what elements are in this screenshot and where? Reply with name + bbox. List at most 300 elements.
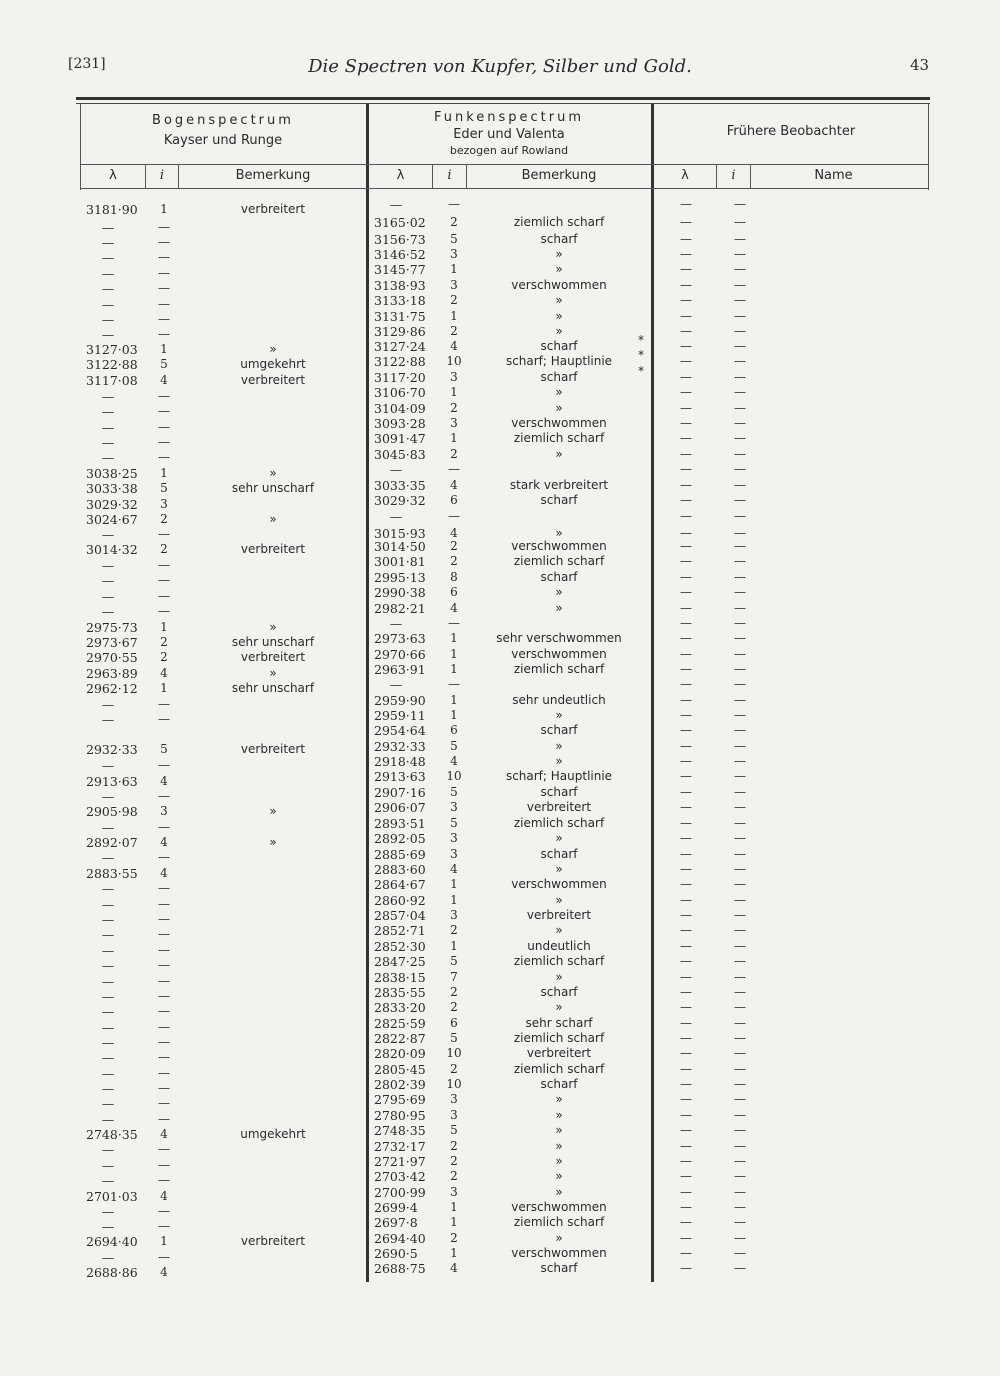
earlier-intensity: —	[734, 416, 746, 430]
arc-intensity: —	[158, 712, 170, 726]
spark-intensity: 6	[450, 493, 458, 507]
spark-intensity: 5	[450, 785, 458, 799]
arc-wavelength: 2973·67	[86, 635, 138, 650]
spark-remark: »	[555, 708, 563, 722]
arc-intensity: —	[158, 1050, 170, 1064]
spark-wavelength: 2703·42	[374, 1169, 426, 1184]
spark-remark: ziemlich scharf	[513, 1215, 605, 1229]
earlier-intensity: —	[734, 1000, 746, 1014]
spark-intensity: 4	[450, 754, 458, 768]
spark-remark: »	[555, 1154, 563, 1168]
spark-remark: »	[555, 893, 563, 907]
earlier-intensity: —	[734, 215, 746, 229]
earlier-intensity: —	[734, 1154, 746, 1168]
earlier-intensity: —	[734, 1108, 746, 1122]
spark-wavelength: 2748·35	[374, 1123, 426, 1138]
spark-intensity: 1	[450, 893, 458, 907]
spark-intensity: 10	[446, 769, 462, 783]
arc-wavelength: 2748·35	[86, 1127, 138, 1142]
arc-intensity: 4	[160, 1127, 168, 1141]
arc-intensity: —	[158, 1081, 170, 1095]
spark-wavelength: 2825·59	[374, 1016, 426, 1031]
earlier-wavelength: —	[680, 847, 692, 861]
spark-intensity: 2	[450, 1139, 458, 1153]
earlier-wavelength: —	[680, 1200, 692, 1214]
spark-wavelength: 3104·09	[374, 401, 426, 416]
arc-intensity: —	[158, 1250, 170, 1264]
arc-wavelength: —	[101, 1112, 115, 1127]
arc-intensity: 1	[160, 1234, 168, 1248]
arc-wavelength: 2701·03	[86, 1189, 138, 1204]
spark-intensity: —	[448, 462, 460, 476]
spark-intensity: 1	[450, 708, 458, 722]
spark-remark: »	[555, 585, 563, 599]
spark-remark: ziemlich scharf	[513, 816, 605, 830]
arc-wavelength: —	[101, 297, 115, 312]
spark-wavelength: 2833·20	[374, 1000, 426, 1015]
arc-wavelength: —	[101, 927, 115, 942]
spark-remark: verschwommen	[511, 877, 607, 891]
earlier-intensity: —	[734, 1246, 746, 1260]
arc-intensity: —	[158, 958, 170, 972]
spark-wavelength: 2694·40	[374, 1231, 426, 1246]
spark-intensity: 2	[450, 1000, 458, 1014]
earlier-wavelength: —	[680, 278, 692, 292]
earlier-intensity: —	[734, 985, 746, 999]
earlier-intensity: —	[734, 939, 746, 953]
spark-wavelength: 2852·71	[374, 923, 426, 938]
earlier-wavelength: —	[680, 215, 692, 229]
arc-intensity: 4	[160, 373, 168, 387]
spark-intensity: 4	[450, 339, 458, 353]
arc-wavelength: —	[101, 404, 115, 419]
arc-intensity: —	[158, 1020, 170, 1034]
arc-remark: »	[269, 804, 277, 818]
earlier-intensity: —	[734, 324, 746, 338]
spark-wavelength: 2954·64	[374, 723, 426, 738]
earlier-wavelength: —	[680, 1077, 692, 1091]
earlier-wavelength: —	[680, 462, 692, 476]
arc-wavelength: 2975·73	[86, 620, 138, 635]
arc-spectrum-title: Bogenspectrum	[152, 113, 294, 128]
top-rule-thin	[76, 103, 930, 104]
arc-spectrum-authors: Kayser und Runge	[163, 133, 283, 148]
spark-remark: »	[555, 1231, 563, 1245]
earlier-wavelength: —	[680, 954, 692, 968]
earlier-wavelength: —	[680, 478, 692, 492]
spark-remark: ziemlich scharf	[513, 215, 605, 229]
arc-wavelength: 3029·32	[86, 497, 138, 512]
arc-wavelength: —	[101, 1081, 115, 1096]
spark-remark: stark verbreitert	[509, 478, 609, 492]
spark-remark: »	[555, 447, 563, 461]
earlier-wavelength: —	[680, 816, 692, 830]
spark-wavelength: 3133·18	[374, 293, 426, 308]
divider-arc-spark	[366, 104, 369, 1282]
spark-remark: »	[555, 1108, 563, 1122]
arc-wavelength: —	[101, 589, 115, 604]
arc-intensity: —	[158, 220, 170, 234]
arc-intensity: —	[158, 974, 170, 988]
arc-intensity: —	[158, 1112, 170, 1126]
earlier-intensity: —	[734, 197, 746, 211]
earlier-intensity: —	[734, 908, 746, 922]
spark-spectrum-reference: bezogen auf Rowland	[449, 144, 569, 157]
arc-wavelength: —	[101, 1204, 115, 1219]
earlier-intensity: —	[734, 247, 746, 261]
spark-intensity: 3	[450, 416, 458, 430]
arc-intensity: —	[158, 1219, 170, 1233]
spark-wavelength: 2906·07	[374, 800, 426, 815]
earlier-intensity: —	[734, 1046, 746, 1060]
spark-wavelength: 2892·05	[374, 831, 426, 846]
arc-wavelength: —	[101, 266, 115, 281]
arc-wavelength: —	[101, 450, 115, 465]
earlier-wavelength: —	[680, 1169, 692, 1183]
spark-intensity: 1	[450, 385, 458, 399]
spark-intensity: 3	[450, 370, 458, 384]
arc-intensity: —	[158, 235, 170, 249]
spark-intensity: 1	[450, 693, 458, 707]
arc-wavelength: 3127·03	[86, 342, 138, 357]
spark-remark: ziemlich scharf	[513, 954, 605, 968]
spark-intensity-header: i	[447, 168, 452, 183]
spark-wavelength: 2963·91	[374, 662, 426, 677]
spark-remark: »	[555, 739, 563, 753]
earlier-intensity: —	[734, 877, 746, 891]
earlier-wavelength: —	[680, 1215, 692, 1229]
spark-remark: verschwommen	[511, 1246, 607, 1260]
earlier-intensity: —	[734, 526, 746, 540]
arc-intensity: —	[158, 1096, 170, 1110]
spark-intensity: 3	[450, 247, 458, 261]
earlier-wavelength: —	[680, 1261, 692, 1275]
spark-remark: scharf	[540, 1261, 578, 1275]
earlier-wavelength: —	[680, 785, 692, 799]
arc-intensity: —	[158, 589, 170, 603]
earlier-intensity: —	[734, 970, 746, 984]
spark-intensity: 4	[450, 1261, 458, 1275]
spark-intensity: —	[448, 616, 460, 630]
arc-intensity: —	[158, 697, 170, 711]
arc-wavelength: —	[101, 850, 115, 865]
spark-spectrum-title: Funkenspectrum	[433, 110, 585, 125]
arc-wavelength: —	[101, 527, 115, 542]
spark-remark: ziemlich scharf	[513, 662, 605, 676]
spark-wavelength: 3117·20	[374, 370, 426, 385]
spark-intensity: 10	[446, 1077, 462, 1091]
earlier-wavelength: —	[680, 309, 692, 323]
arc-wavelength: 2963·89	[86, 666, 138, 681]
earlier-intensity: —	[734, 1092, 746, 1106]
earlier-wavelength: —	[680, 324, 692, 338]
spark-intensity: 4	[450, 478, 458, 492]
arc-wavelength: —	[101, 989, 115, 1004]
spark-remark: »	[555, 1139, 563, 1153]
spark-wavelength: 2864·67	[374, 877, 426, 892]
spark-intensity: 5	[450, 816, 458, 830]
spark-wavelength: 3122·88	[374, 354, 426, 369]
arc-wavelength: 3014·32	[86, 542, 138, 557]
spark-remark: »	[555, 309, 563, 323]
earlier-wavelength: —	[680, 447, 692, 461]
arc-wavelength: —	[101, 820, 115, 835]
arc-intensity: —	[158, 789, 170, 803]
arc-wavelength: —	[101, 1020, 115, 1035]
arc-wavelength: —	[101, 1158, 115, 1173]
earlier-wavelength: —	[680, 570, 692, 584]
spark-remark: scharf	[540, 370, 578, 384]
spark-wavelength: 2973·63	[374, 631, 426, 646]
arc-wavelength: —	[101, 974, 115, 989]
spark-wavelength: 3015·93	[374, 526, 426, 541]
earlier-intensity: —	[734, 401, 746, 415]
spark-remark: verschwommen	[511, 539, 607, 553]
earlier-wavelength: —	[680, 262, 692, 276]
arc-wavelength: 2905·98	[86, 804, 138, 819]
spark-intensity: 2	[450, 215, 458, 229]
earlier-intensity: —	[734, 493, 746, 507]
arc-intensity: 5	[160, 357, 168, 371]
arc-intensity: —	[158, 850, 170, 864]
earlier-intensity: —	[734, 1123, 746, 1137]
spark-wavelength: 2932·33	[374, 739, 426, 754]
spark-remark: ziemlich scharf	[513, 1031, 605, 1045]
earlier-name-header: Name	[814, 168, 853, 183]
earlier-intensity: —	[734, 385, 746, 399]
table-left-border	[80, 104, 81, 190]
arc-intensity: 4	[160, 866, 168, 880]
footnote-asterisk: *	[638, 348, 644, 362]
spark-wavelength: 2970·66	[374, 647, 426, 662]
spark-wavelength: 3156·73	[374, 232, 426, 247]
arc-wavelength: —	[101, 235, 115, 250]
earlier-intensity-header: i	[731, 168, 736, 183]
earlier-wavelength: —	[680, 939, 692, 953]
earlier-intensity: —	[734, 293, 746, 307]
spark-wavelength: 2995·13	[374, 570, 426, 585]
arc-intensity: 5	[160, 742, 168, 756]
spark-remark: scharf	[540, 1077, 578, 1091]
spark-intensity: 2	[450, 1154, 458, 1168]
spark-wavelength: 2690·5	[374, 1246, 418, 1261]
earlier-wavelength: —	[680, 923, 692, 937]
earlier-wavelength: —	[680, 831, 692, 845]
spark-intensity: 2	[450, 539, 458, 553]
earlier-intensity: —	[734, 1031, 746, 1045]
spark-remark: ziemlich scharf	[513, 554, 605, 568]
earlier-wavelength: —	[680, 585, 692, 599]
arc-wavelength: —	[101, 604, 115, 619]
arc-wavelength: —	[101, 573, 115, 588]
spark-intensity: 2	[450, 293, 458, 307]
page-reference: [231]	[68, 56, 106, 72]
spark-intensity: 1	[450, 939, 458, 953]
arc-intensity: —	[158, 1035, 170, 1049]
earlier-intensity: —	[734, 847, 746, 861]
spark-remark: »	[555, 324, 563, 338]
spark-remark: scharf	[540, 339, 578, 353]
spark-wavelength: 3145·77	[374, 262, 426, 277]
arc-intensity: —	[158, 450, 170, 464]
divider-spark-earlier	[651, 104, 654, 1282]
spark-intensity: 6	[450, 1016, 458, 1030]
spark-remark: undeutlich	[527, 939, 591, 953]
earlier-wavelength: —	[680, 416, 692, 430]
spark-remark: scharf	[540, 785, 578, 799]
arc-intensity: —	[158, 312, 170, 326]
earlier-wavelength: —	[680, 197, 692, 211]
earlier-intensity: —	[734, 647, 746, 661]
spark-wavelength: 2795·69	[374, 1092, 426, 1107]
spark-intensity: 1	[450, 262, 458, 276]
spark-intensity: 3	[450, 1092, 458, 1106]
spark-intensity: 3	[450, 1108, 458, 1122]
arc-intensity: 2	[160, 542, 168, 556]
earlier-wavelength: —	[680, 1000, 692, 1014]
spark-wavelength: 2822·87	[374, 1031, 426, 1046]
spark-remark: verbreitert	[526, 800, 592, 814]
arc-intensity: —	[158, 1173, 170, 1187]
spark-remark: verschwommen	[511, 647, 607, 661]
arc-wavelength: —	[101, 220, 115, 235]
spark-spectrum-authors: Eder und Valenta	[453, 127, 565, 142]
earlier-intensity: —	[734, 1139, 746, 1153]
group-header-rule	[80, 164, 929, 165]
spark-intensity: 4	[450, 526, 458, 540]
arc-intensity: —	[158, 989, 170, 1003]
earlier-wavelength: —	[680, 1031, 692, 1045]
arc-remark: verbreitert	[240, 373, 306, 387]
arc-intensity: —	[158, 389, 170, 403]
earlier-intensity: —	[734, 370, 746, 384]
spark-wavelength: 2883·60	[374, 862, 426, 877]
arc-intensity: 5	[160, 481, 168, 495]
spark-wavelength: 2893·51	[374, 816, 426, 831]
table-right-border	[928, 104, 929, 190]
arc-remark: »	[269, 512, 277, 526]
arc-lambda-header: λ	[109, 168, 117, 183]
spark-intensity: —	[448, 197, 460, 211]
spark-wavelength: 2982·21	[374, 601, 426, 616]
arc-remark: sehr unscharf	[231, 635, 315, 649]
arc-remark: verbreitert	[240, 1234, 306, 1248]
arc-wavelength: —	[101, 1066, 115, 1081]
earlier-wavelength: —	[680, 601, 692, 615]
arc-wavelength: —	[101, 1050, 115, 1065]
earlier-intensity: —	[734, 339, 746, 353]
spark-remark: scharf	[540, 570, 578, 584]
earlier-intensity: —	[734, 601, 746, 615]
arc-intensity: 1	[160, 466, 168, 480]
earlier-intensity: —	[734, 232, 746, 246]
earlier-wavelength: —	[680, 385, 692, 399]
earlier-wavelength: —	[680, 493, 692, 507]
spark-wavelength: 2805·45	[374, 1062, 426, 1077]
arc-intensity: —	[158, 604, 170, 618]
earlier-intensity: —	[734, 354, 746, 368]
earlier-wavelength: —	[680, 631, 692, 645]
spark-intensity: 5	[450, 739, 458, 753]
earlier-wavelength: —	[680, 970, 692, 984]
earlier-intensity: —	[734, 431, 746, 445]
spark-remark: »	[555, 1185, 563, 1199]
arc-wavelength: —	[101, 897, 115, 912]
arc-wavelength: —	[101, 697, 115, 712]
arc-intensity: —	[158, 897, 170, 911]
spark-wavelength: 3131·75	[374, 309, 426, 324]
earlier-wavelength: —	[680, 739, 692, 753]
arc-wavelength: 2883·55	[86, 866, 138, 881]
spark-remark: scharf; Hauptlinie	[505, 769, 613, 783]
earlier-wavelength: —	[680, 1123, 692, 1137]
earlier-intensity: —	[734, 262, 746, 276]
spark-intensity: —	[448, 509, 460, 523]
spark-wavelength: 2688·75	[374, 1261, 426, 1276]
earlier-wavelength: —	[680, 616, 692, 630]
arc-intensity: 4	[160, 1189, 168, 1203]
arc-remark: verbreitert	[240, 742, 306, 756]
arc-wavelength: 2694·40	[86, 1234, 138, 1249]
arc-intensity: 2	[160, 635, 168, 649]
spark-remark: »	[555, 970, 563, 984]
spark-wavelength: —	[389, 677, 403, 692]
spark-remark: »	[555, 262, 563, 276]
spark-intensity: 7	[450, 970, 458, 984]
earlier-intensity: —	[734, 662, 746, 676]
spark-wavelength: 3138·93	[374, 278, 426, 293]
earlier-intensity: —	[734, 723, 746, 737]
earlier-intensity: —	[734, 831, 746, 845]
arc-intensity: —	[158, 404, 170, 418]
arc-wavelength: —	[101, 250, 115, 265]
spark-remark: ziemlich scharf	[513, 431, 605, 445]
arc-remark: umgekehrt	[240, 357, 306, 371]
spark-remark: »	[555, 831, 563, 845]
arc-wavelength: —	[101, 420, 115, 435]
earlier-wavelength: —	[680, 893, 692, 907]
arc-wavelength: —	[101, 912, 115, 927]
earlier-intensity: —	[734, 739, 746, 753]
arc-intensity: —	[158, 1004, 170, 1018]
earlier-wavelength: —	[680, 401, 692, 415]
arc-intensity: —	[158, 250, 170, 264]
arc-intensity: —	[158, 420, 170, 434]
earlier-intensity: —	[734, 816, 746, 830]
spark-wavelength: 2913·63	[374, 769, 426, 784]
spark-intensity: 2	[450, 985, 458, 999]
spark-wavelength: 3127·24	[374, 339, 426, 354]
arc-wavelength: —	[101, 789, 115, 804]
spark-intensity: 2	[450, 1169, 458, 1183]
spark-wavelength: —	[389, 462, 403, 477]
earlier-wavelength: —	[680, 1139, 692, 1153]
top-rule-thick	[76, 97, 930, 100]
earlier-wavelength: —	[680, 431, 692, 445]
earlier-intensity: —	[734, 631, 746, 645]
spark-remark: verbreitert	[526, 908, 592, 922]
arc-intensity: —	[158, 527, 170, 541]
arc-wavelength: 2932·33	[86, 742, 138, 757]
spark-remark: sehr verschwommen	[496, 631, 622, 645]
earlier-wavelength: —	[680, 754, 692, 768]
arc-intensity: —	[158, 820, 170, 834]
spark-wavelength: 2918·48	[374, 754, 426, 769]
spark-intensity: 1	[450, 877, 458, 891]
earlier-intensity: —	[734, 862, 746, 876]
subheader-sep	[178, 165, 179, 188]
earlier-intensity: —	[734, 570, 746, 584]
